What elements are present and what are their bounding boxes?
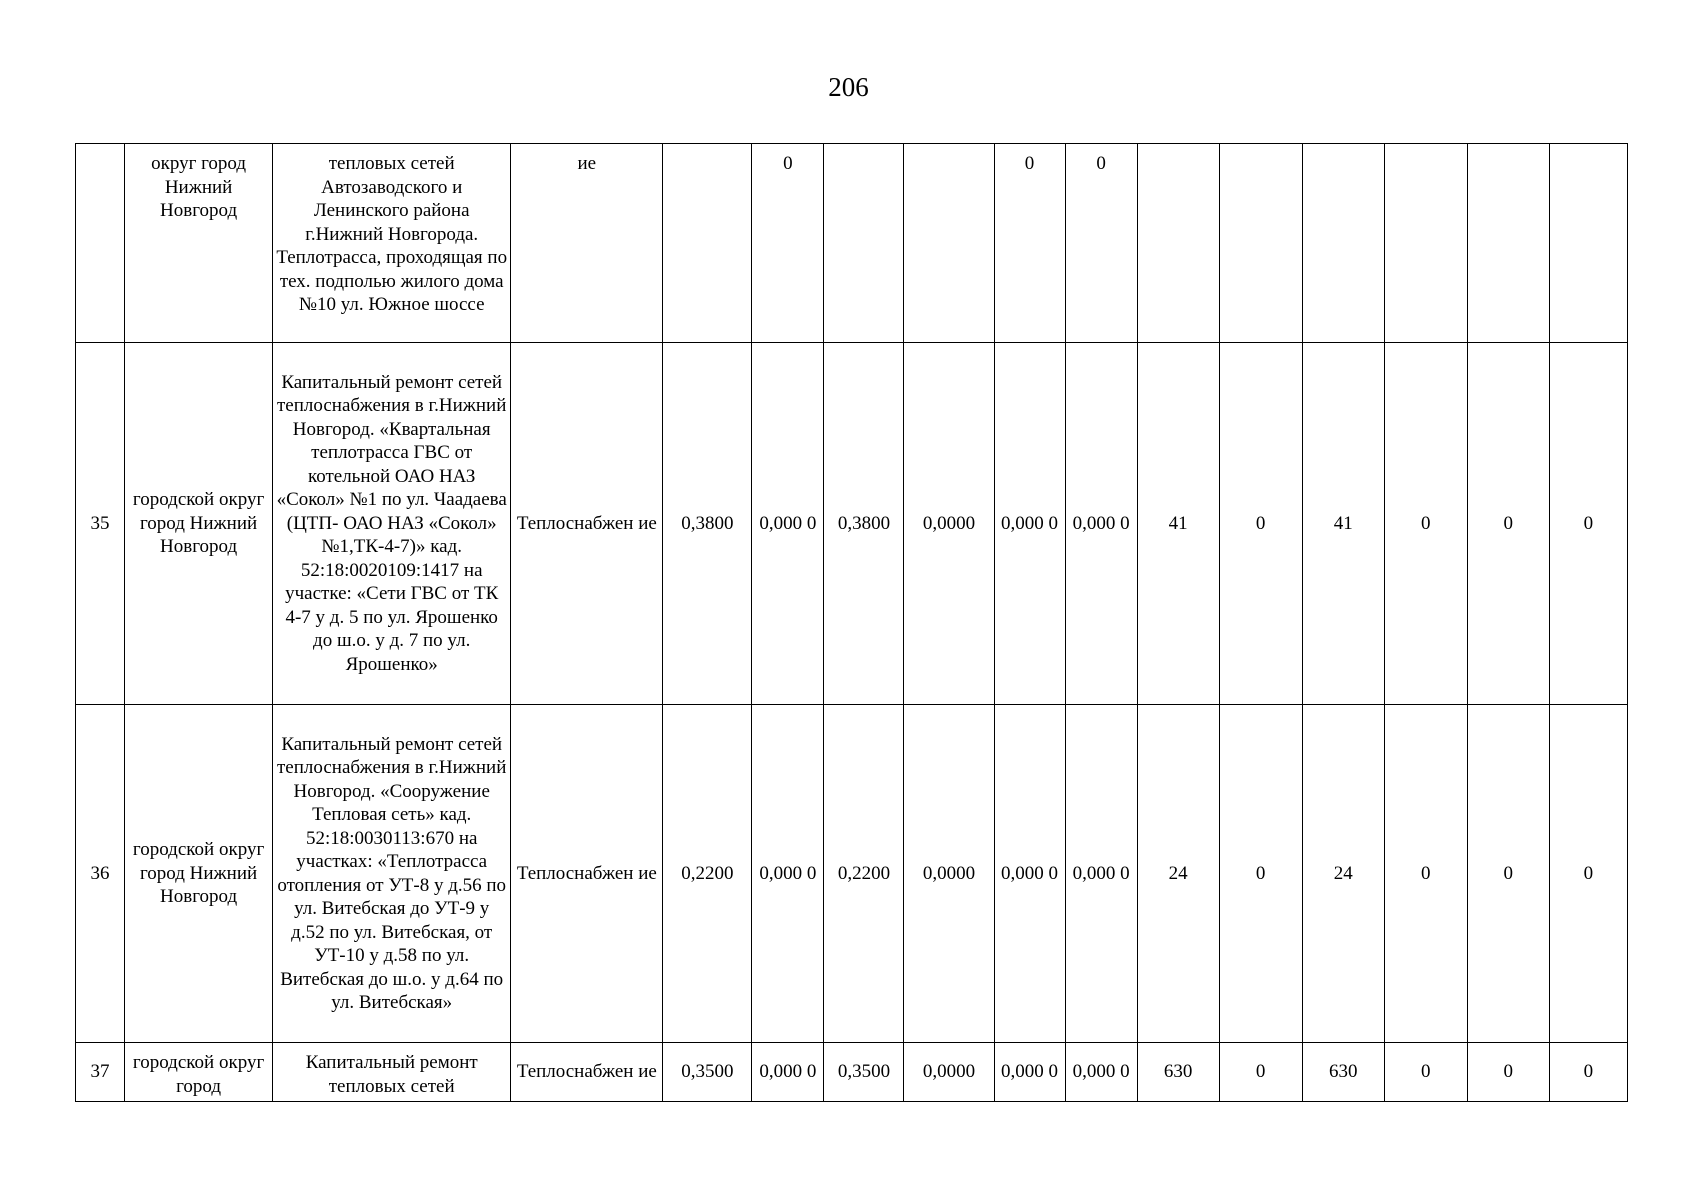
value-cell: 0,000 0 bbox=[994, 705, 1065, 1043]
value-cell bbox=[904, 144, 994, 343]
value-cell: 0,0000 bbox=[904, 705, 994, 1043]
table-row bbox=[76, 1043, 1628, 1102]
value-cell bbox=[1137, 144, 1219, 343]
value-cell: 0 bbox=[1467, 343, 1549, 705]
description-cell: Капитальный ремонт сетей теплоснабжения в г.Нижний Новгород. «Квартальная теплотрасса ГВС от котельной ОАО НАЗ «Сокол» №1 по ул. Чаадаева (ЦТП- ОАО НАЗ «Сокол» №1,ТК-4-7)» кад. 52:18:0020109:1417 на участке: «Сети ГВС от ТК 4-7 у д. 5 по ул. Ярошенко до ш.о. у д. 7 по ул. Ярошенко» bbox=[273, 343, 511, 705]
value-cell: 41 bbox=[1302, 343, 1384, 705]
value-cell: 0 bbox=[1219, 705, 1302, 1043]
value-cell: 0,000 0 bbox=[994, 343, 1065, 705]
value-cell: 0 bbox=[1467, 1043, 1549, 1102]
municipality-cell: городской округ город bbox=[125, 1043, 273, 1102]
description-cell: тепловых сетей Автозаводского и Ленинского района г.Нижний Новгорода. Теплотрасса, проходящая по тех. подполью жилого дома №10 ул. Южное шоссе bbox=[273, 144, 511, 343]
value-cell: 0,2200 bbox=[663, 705, 752, 1043]
value-cell: 0,0000 bbox=[904, 1043, 994, 1102]
value-cell: 0 bbox=[1219, 1043, 1302, 1102]
table-row bbox=[76, 343, 1628, 705]
description-cell: Капитальный ремонт тепловых сетей bbox=[273, 1043, 511, 1102]
value-cell: 0 bbox=[752, 144, 824, 343]
value-cell: 0 bbox=[1549, 705, 1627, 1043]
table-row bbox=[76, 705, 1628, 1043]
value-cell: 24 bbox=[1137, 705, 1219, 1043]
value-cell: 0 bbox=[1384, 343, 1467, 705]
value-cell: 0 bbox=[1219, 343, 1302, 705]
value-cell: 630 bbox=[1137, 1043, 1219, 1102]
row-number: 36 bbox=[76, 705, 125, 1043]
value-cell: 0,0000 bbox=[904, 343, 994, 705]
value-cell: 0,000 0 bbox=[1065, 343, 1137, 705]
data-table bbox=[75, 143, 1628, 1102]
value-cell: 0 bbox=[1384, 1043, 1467, 1102]
municipality-cell: городской округ город Нижний Новгород bbox=[125, 705, 273, 1043]
value-cell bbox=[663, 144, 752, 343]
value-cell: 0 bbox=[994, 144, 1065, 343]
value-cell: 0 bbox=[1065, 144, 1137, 343]
page-number: 206 bbox=[828, 72, 869, 102]
value-cell: 0 bbox=[1549, 1043, 1627, 1102]
value-cell: 0,000 0 bbox=[1065, 705, 1137, 1043]
description-cell: Капитальный ремонт сетей теплоснабжения в г.Нижний Новгород. «Сооружение Тепловая сеть» кад. 52:18:0030113:670 на участках: «Теплотрасса отопления от УТ-8 у д.56 по ул. Витебская до УТ-9 у д.52 по ул. Витебская, от УТ-10 у д.58 по ул. Витебская до ш.о. у д.64 по ул. Витебская» bbox=[273, 705, 511, 1043]
row-number: 35 bbox=[76, 343, 125, 705]
municipality-cell: городской округ город Нижний Новгород bbox=[125, 343, 273, 705]
value-cell: 0,3800 bbox=[824, 343, 904, 705]
row-number bbox=[76, 144, 125, 343]
table-row bbox=[76, 144, 1628, 343]
value-cell: 0,000 0 bbox=[994, 1043, 1065, 1102]
sector-cell: ие bbox=[511, 144, 663, 343]
value-cell: 0,000 0 bbox=[752, 343, 824, 705]
value-cell: 0 bbox=[1467, 705, 1549, 1043]
value-cell: 0,000 0 bbox=[1065, 1043, 1137, 1102]
value-cell: 0,3500 bbox=[663, 1043, 752, 1102]
value-cell bbox=[1219, 144, 1302, 343]
municipality-cell: округ город Нижний Новгород bbox=[125, 144, 273, 343]
sector-cell: Теплоснабжен ие bbox=[511, 1043, 663, 1102]
sector-cell: Теплоснабжен ие bbox=[511, 343, 663, 705]
value-cell: 24 bbox=[1302, 705, 1384, 1043]
value-cell: 0,000 0 bbox=[752, 705, 824, 1043]
value-cell bbox=[1467, 144, 1549, 343]
row-number: 37 bbox=[76, 1043, 125, 1102]
value-cell: 0 bbox=[1384, 705, 1467, 1043]
value-cell bbox=[1549, 144, 1627, 343]
sector-cell: Теплоснабжен ие bbox=[511, 705, 663, 1043]
value-cell: 0,3800 bbox=[663, 343, 752, 705]
value-cell: 0,000 0 bbox=[752, 1043, 824, 1102]
value-cell bbox=[1384, 144, 1467, 343]
value-cell bbox=[1302, 144, 1384, 343]
value-cell bbox=[824, 144, 904, 343]
value-cell: 0,2200 bbox=[824, 705, 904, 1043]
value-cell: 0 bbox=[1549, 343, 1627, 705]
value-cell: 41 bbox=[1137, 343, 1219, 705]
value-cell: 630 bbox=[1302, 1043, 1384, 1102]
value-cell: 0,3500 bbox=[824, 1043, 904, 1102]
